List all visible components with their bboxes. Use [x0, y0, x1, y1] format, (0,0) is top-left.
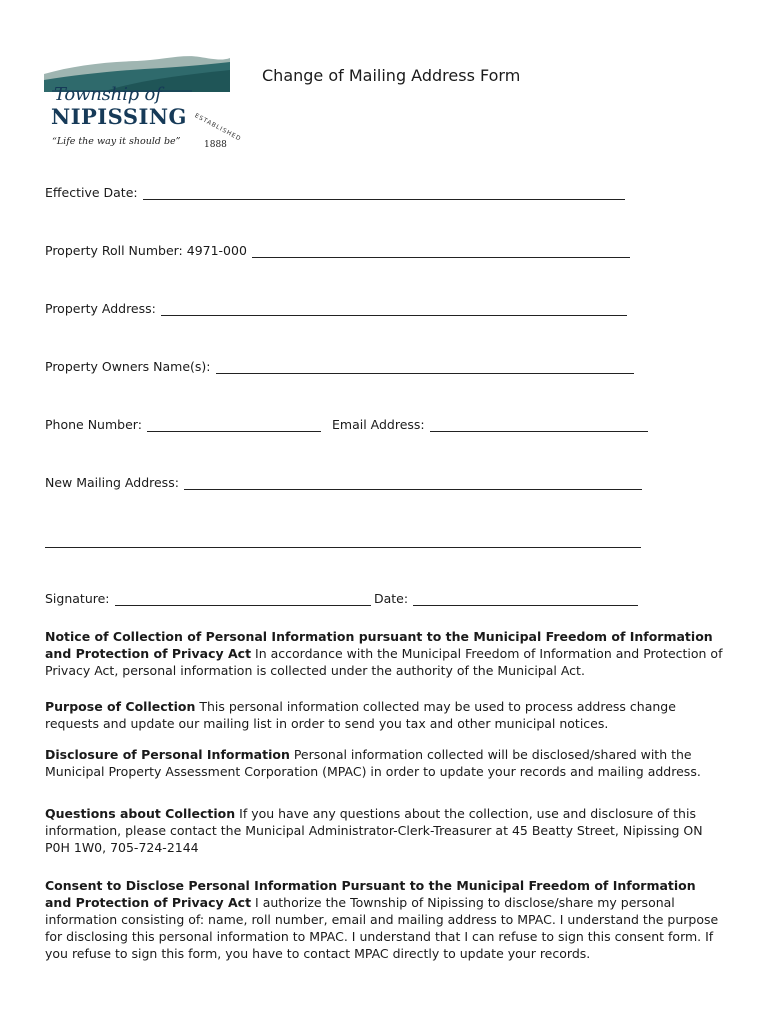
- mailing-address-field[interactable]: [45, 475, 642, 490]
- owners-line[interactable]: [216, 359, 634, 374]
- consent-heading: Consent to Disclose Personal Information Pursuant to the Municipal Freedom of Information and Protection of Privacy Act: [45, 878, 696, 910]
- mailing-address-line[interactable]: [184, 475, 642, 490]
- mailing-address-label: New Mailing Address:: [45, 475, 179, 490]
- township-logo: [42, 52, 243, 152]
- mailing-address-line-2[interactable]: [45, 533, 641, 548]
- effective-date-field[interactable]: [45, 185, 625, 200]
- questions-paragraph: [45, 805, 725, 856]
- signature-label: Signature:: [45, 591, 110, 606]
- date-line[interactable]: [413, 591, 638, 606]
- consent-paragraph: [45, 877, 725, 962]
- property-address-label: Property Address:: [45, 301, 156, 316]
- mailing-address-line-2-rule[interactable]: [45, 533, 641, 548]
- disclosure-body: Personal information collected will be disclosed/shared with the Municipal Property Assessment Corporation (MPAC) in order to update your records and mailing address.: [45, 747, 701, 779]
- disclosure-heading: Disclosure of Personal Information: [45, 747, 290, 762]
- phone-field[interactable]: [45, 417, 321, 432]
- signature-field[interactable]: [45, 591, 371, 606]
- purpose-paragraph: [45, 698, 725, 732]
- questions-heading: Questions about Collection: [45, 806, 236, 821]
- logo-township-text: Township of: [54, 84, 162, 105]
- effective-date-label: Effective Date:: [45, 185, 138, 200]
- signature-line[interactable]: [115, 591, 371, 606]
- notice-body: In accordance with the Municipal Freedom of Information and Protection of Privacy Act, personal information is collected under the authority of the Municipal Act.: [45, 646, 723, 678]
- email-line[interactable]: [430, 417, 648, 432]
- consent-body: I authorize the Township of Nipissing to disclose/share my personal information consisting of: name, roll number, email and mailing address to MPAC. I understand the purpose for disclosing this personal information to MPAC. I understand that I can refuse to sign this consent form. If you refuse to sign this form, you have to contact MPAC directly to update your records.: [45, 895, 719, 961]
- notice-heading: Notice of Collection of Personal Information pursuant to the Municipal Freedom of Information and Protection of Privacy Act: [45, 629, 713, 661]
- form-title: Change of Mailing Address Form: [262, 66, 521, 85]
- roll-number-label: Property Roll Number: 4971-000: [45, 243, 247, 258]
- phone-line[interactable]: [147, 417, 321, 432]
- purpose-heading: Purpose of Collection: [45, 699, 196, 714]
- email-label: Email Address:: [332, 417, 425, 432]
- date-label: Date:: [374, 591, 409, 606]
- logo-year: 1888: [204, 140, 227, 150]
- notice-paragraph: [45, 628, 725, 679]
- owners-field[interactable]: [45, 359, 634, 374]
- logo-tagline: “Life the way it should be”: [52, 136, 181, 147]
- logo-established: ESTABLISHED: [193, 112, 243, 143]
- property-address-field[interactable]: [45, 301, 627, 316]
- disclosure-paragraph: [45, 746, 725, 780]
- phone-label: Phone Number:: [45, 417, 142, 432]
- effective-date-line[interactable]: [143, 185, 625, 200]
- property-address-line[interactable]: [161, 301, 627, 316]
- logo-nipissing-text: NIPISSING: [51, 104, 187, 129]
- date-field[interactable]: [374, 591, 638, 606]
- purpose-body: This personal information collected may be used to process address change requests and update our mailing list in order to send you tax and other municipal notices.: [45, 699, 676, 731]
- owners-label: Property Owners Name(s):: [45, 359, 211, 374]
- roll-number-line[interactable]: [252, 243, 630, 258]
- roll-number-field[interactable]: [45, 243, 630, 258]
- email-field[interactable]: [332, 417, 648, 432]
- questions-body: If you have any questions about the collection, use and disclosure of this information, please contact the Municipal Administrator-Clerk-Treasurer at 45 Beatty Street, Nipissing ON P0H 1W0, 705-724-2144: [45, 806, 703, 855]
